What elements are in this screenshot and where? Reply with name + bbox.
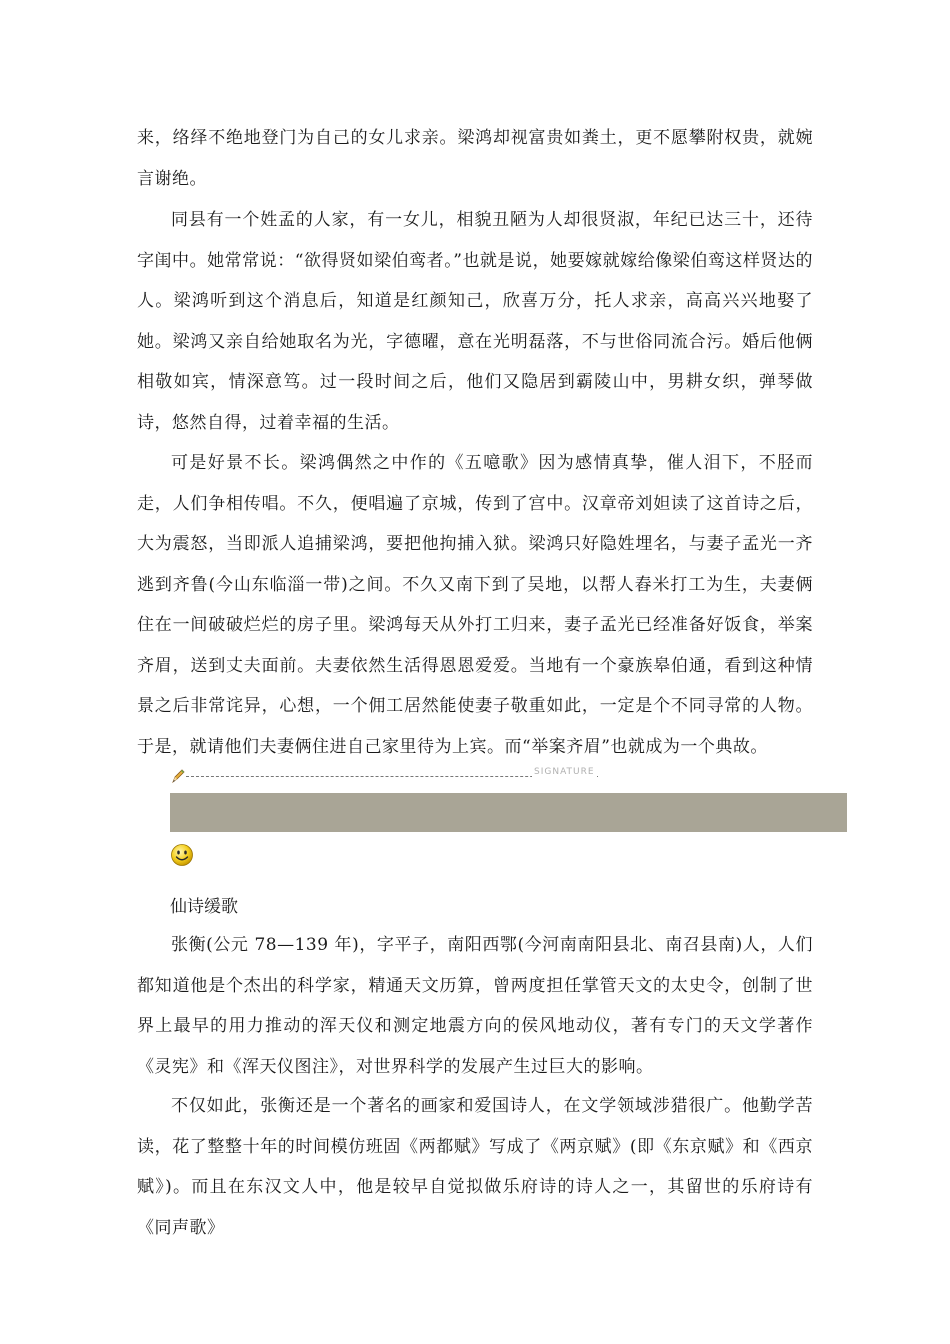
paragraph-2: 同县有一个姓孟的人家，有一女儿，相貌丑陋为人却很贤淑，年纪已达三十，还待字闺中。她常常说：“欲得贤如梁伯鸾者。”也就是说，她要嫁就嫁给像梁伯鸾这样贤达的人。梁鸿听到这个消息后，知道是红颜知己，欣喜万分，托人求亲，高高兴兴地娶了她。梁鸿又亲自给她取名为光，字德曜，意在光明磊落，不与世俗同流合污。婚后他俩相敬如宾，情深意笃。过一段时间之后，他们又隐居到霸陵山中，男耕女织，弹琴做诗，悠然自得，过着幸福的生活。 xyxy=(137,210,813,433)
paragraph-5: 不仅如此，张衡还是一个著名的画家和爱国诗人，在文学领域涉猎很广。他勤学苦读，花了整整十年的时间模仿班固《两都赋》写成了《两京赋》(即《东京赋》和《西京赋》)。而且在东汉文人中，他是较早自觉拟做乐府诗的诗人之一，其留世的乐府诗有《同声歌》 xyxy=(137,1096,813,1238)
paragraph-3: 可是好景不长。梁鸿偶然之中作的《五噫歌》因为感情真挚，催人泪下，不胫而走，人们争相传唱。不久，便唱遍了京城，传到了宫中。汉章帝刘妲读了这首诗之后，大为震怒，当即派人追捕梁鸿，要把他拘捕入狱。梁鸿只好隐姓埋名，与妻子孟光一齐逃到齐鲁(今山东临淄一带)之间。不久又南下到了吴地，以帮人舂米打工为生，夫妻俩住在一间破破烂烂的房子里。梁鸿每天从外打工归来，妻子孟光已经准备好饭食，举案齐眉，送到丈夫面前。夫妻依然生活得恩恩爱爱。当地有一个豪族皋伯通，看到这种情景之后非常诧异，心想，一个佣工居然能使妻子敬重如此，一定是个不同寻常的人物。于是，就请他们夫妻俩住进自己家里待为上宾。而“举案齐眉”也就成为一个典故。 xyxy=(137,453,813,757)
signature-label: SIGNATURE xyxy=(534,767,595,777)
signature-divider xyxy=(170,766,600,786)
smiley-icon xyxy=(170,843,194,867)
pencil-icon xyxy=(170,768,186,784)
paragraph-4: 张衡(公元 78—139 年)，字平子，南阳西鄂(今河南南阳县北、南召县南)人，人们都知道他是个杰出的科学家，精通天文历算，曾两度担任掌管天文的太史令，创制了世界上最早的用力推动的浑天仪和测定地震方向的侯风地动仪，著有专门的天文学著作《灵宪》和《浑天仪图注》，对世界科学的发展产生过巨大的影响。 xyxy=(137,935,813,1077)
paragraph-1: 来，络绎不绝地登门为自己的女儿求亲。梁鸿却视富贵如粪土，更不愿攀附权贵，就婉言谢绝。 xyxy=(137,128,813,189)
signature-box xyxy=(170,793,847,832)
section-title: 仙诗缓歌 xyxy=(170,897,238,917)
